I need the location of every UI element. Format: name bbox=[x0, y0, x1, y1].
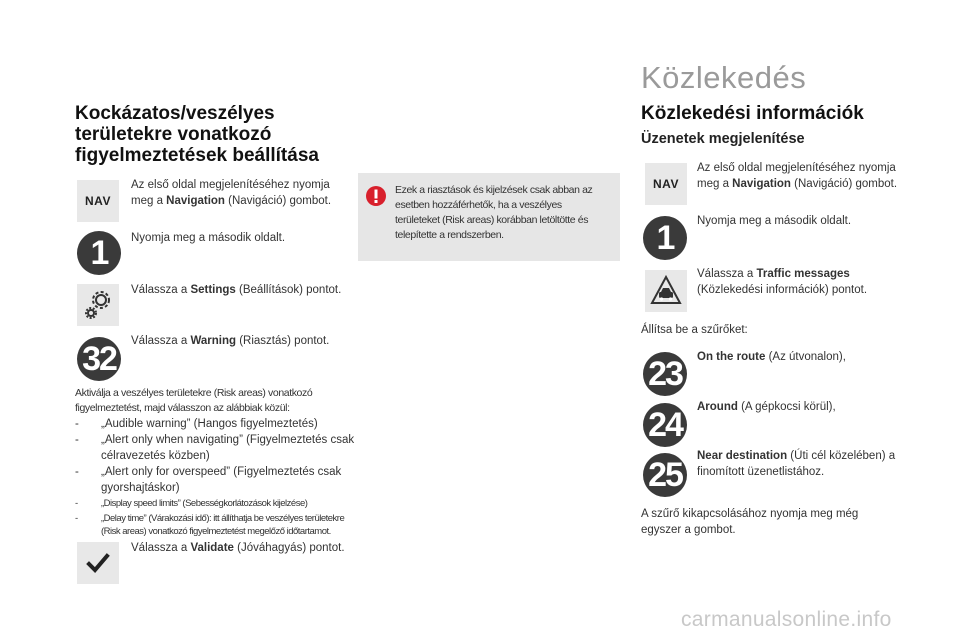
list-item bbox=[75, 464, 355, 496]
checkmark-icon bbox=[84, 549, 112, 577]
filter-bold: Around bbox=[697, 401, 738, 413]
note-box bbox=[358, 173, 620, 261]
step-navigation bbox=[697, 160, 912, 192]
step-validate bbox=[131, 540, 346, 556]
list-text: „Delay time” (Várakozási idő): itt állíthatja be veszélyes területekre (Risk areas) vonatkozó figyelmeztetést megelőző időtartamot. bbox=[101, 513, 345, 537]
step-bold: Validate bbox=[190, 542, 234, 554]
filter-text: (A gépkocsi körül), bbox=[737, 401, 836, 413]
list-dash: - bbox=[75, 513, 78, 524]
step-text: Az első oldal megjelenítéséhez nyomja meg a bbox=[131, 179, 330, 207]
activate-line: figyelmeztetést, majd válasszon az alábbiak közül: bbox=[75, 402, 290, 414]
nav-key-label: NAV bbox=[653, 177, 679, 191]
badge-label: 32 bbox=[82, 339, 116, 378]
step-text: Válassza a bbox=[131, 335, 191, 347]
nav-key bbox=[645, 163, 687, 205]
badge-23 bbox=[643, 352, 687, 396]
nav-key-label: NAV bbox=[85, 194, 111, 208]
step-text: (Navigáció) gombot. bbox=[790, 178, 898, 190]
badge-label: 1 bbox=[90, 233, 108, 272]
list-item bbox=[75, 512, 355, 538]
exclamation-icon bbox=[365, 185, 387, 207]
list-text: „Display speed limits” (Sebességkorlátozások kijelzése) bbox=[101, 498, 308, 509]
filters-intro: Állítsa be a szűrőket: bbox=[641, 324, 748, 336]
step-navigation bbox=[131, 177, 346, 209]
filter-around bbox=[697, 399, 912, 415]
step-text: Nyomja meg a második oldalt. bbox=[697, 215, 852, 227]
step-text: Nyomja meg a második oldalt. bbox=[131, 232, 286, 244]
note-text: Ezek a riasztások és kijelzések csak abban az esetben hozzáférhetők, ha a veszélyes területeket (Risk areas) korábban letöltötte és telepítette a rendszerben. bbox=[395, 184, 593, 241]
badge-label: 25 bbox=[648, 455, 682, 494]
step-text: Az első oldal megjelenítéséhez nyomja meg a bbox=[697, 162, 896, 190]
badge-label: 1 bbox=[656, 218, 674, 257]
filter-on-route bbox=[697, 349, 912, 365]
step-second-page bbox=[697, 213, 912, 229]
list-item bbox=[75, 416, 355, 432]
badge-25 bbox=[643, 453, 687, 497]
filter-text: (Úti cél közelében) a finomított üzenetlistához. bbox=[697, 450, 896, 478]
section-title bbox=[75, 103, 375, 166]
badge-label: 23 bbox=[648, 354, 682, 393]
step-second-page bbox=[131, 230, 346, 246]
list-text: „Alert only for overspeed” (Figyelmeztetés csak gyorshajtáskor) bbox=[101, 466, 342, 494]
chapter-title: Közlekedés bbox=[641, 60, 807, 95]
step-bold: Navigation bbox=[166, 195, 225, 207]
badge-label: 24 bbox=[648, 405, 682, 444]
badge-32 bbox=[77, 337, 121, 381]
step-text: Válassza a bbox=[131, 284, 191, 296]
list-item bbox=[75, 432, 355, 464]
list-dash: - bbox=[75, 418, 79, 430]
filter-bold: Near destination bbox=[697, 450, 788, 462]
activate-line: Aktiválja a veszélyes területekre (Risk areas) vonatkozó bbox=[75, 387, 313, 399]
list-dash: - bbox=[75, 498, 78, 509]
step-text: Válassza a bbox=[697, 268, 757, 280]
step-bold: Navigation bbox=[732, 178, 791, 190]
filter-bold: On the route bbox=[697, 351, 766, 363]
section-title-traffic: Közlekedési információk bbox=[641, 103, 864, 124]
title-line: területekre vonatkozó bbox=[75, 124, 272, 145]
activate-text bbox=[75, 386, 365, 416]
step-bold: Traffic messages bbox=[756, 268, 850, 280]
traffic-key bbox=[645, 270, 687, 312]
nav-key bbox=[77, 180, 119, 222]
badge-24 bbox=[643, 403, 687, 447]
step-traffic-messages bbox=[697, 266, 912, 298]
validate-key bbox=[77, 542, 119, 584]
step-text: Válassza a bbox=[131, 542, 191, 554]
title-line: Kockázatos/veszélyes bbox=[75, 103, 275, 124]
section-subtitle: Üzenetek megjelenítése bbox=[641, 131, 805, 147]
badge-1 bbox=[77, 231, 121, 275]
watermark: carmanualsonline.info bbox=[681, 608, 892, 631]
step-text: (Navigáció) gombot. bbox=[224, 195, 332, 207]
filter-text: (Az útvonalon), bbox=[765, 351, 846, 363]
step-text: (Riasztás) pontot. bbox=[236, 335, 330, 347]
step-text: (Jóváhagyás) pontot. bbox=[233, 542, 345, 554]
settings-key bbox=[77, 284, 119, 326]
option-list bbox=[75, 416, 355, 538]
badge-1 bbox=[643, 216, 687, 260]
step-bold: Settings bbox=[190, 284, 236, 296]
step-settings bbox=[131, 282, 346, 298]
closing-text: A szűrő kikapcsolásához nyomja meg még egyszer a gombot. bbox=[641, 508, 859, 536]
list-text: „Alert only when navigating” (Figyelmeztetés csak célravezetés közben) bbox=[101, 434, 355, 462]
step-bold: Warning bbox=[190, 335, 237, 347]
list-dash: - bbox=[75, 434, 79, 446]
gear-icon bbox=[81, 288, 115, 322]
step-warning bbox=[131, 333, 346, 349]
traffic-warning-icon bbox=[649, 274, 683, 308]
title-line: figyelmeztetések beállítása bbox=[75, 145, 319, 166]
list-item bbox=[75, 497, 355, 510]
list-text: „Audible warning” (Hangos figyelmeztetés) bbox=[101, 418, 318, 430]
list-dash: - bbox=[75, 466, 79, 478]
filter-near-destination bbox=[697, 448, 912, 480]
step-text: (Beállítások) pontot. bbox=[235, 284, 342, 296]
step-text: (Közlekedési információk) pontot. bbox=[697, 284, 868, 296]
